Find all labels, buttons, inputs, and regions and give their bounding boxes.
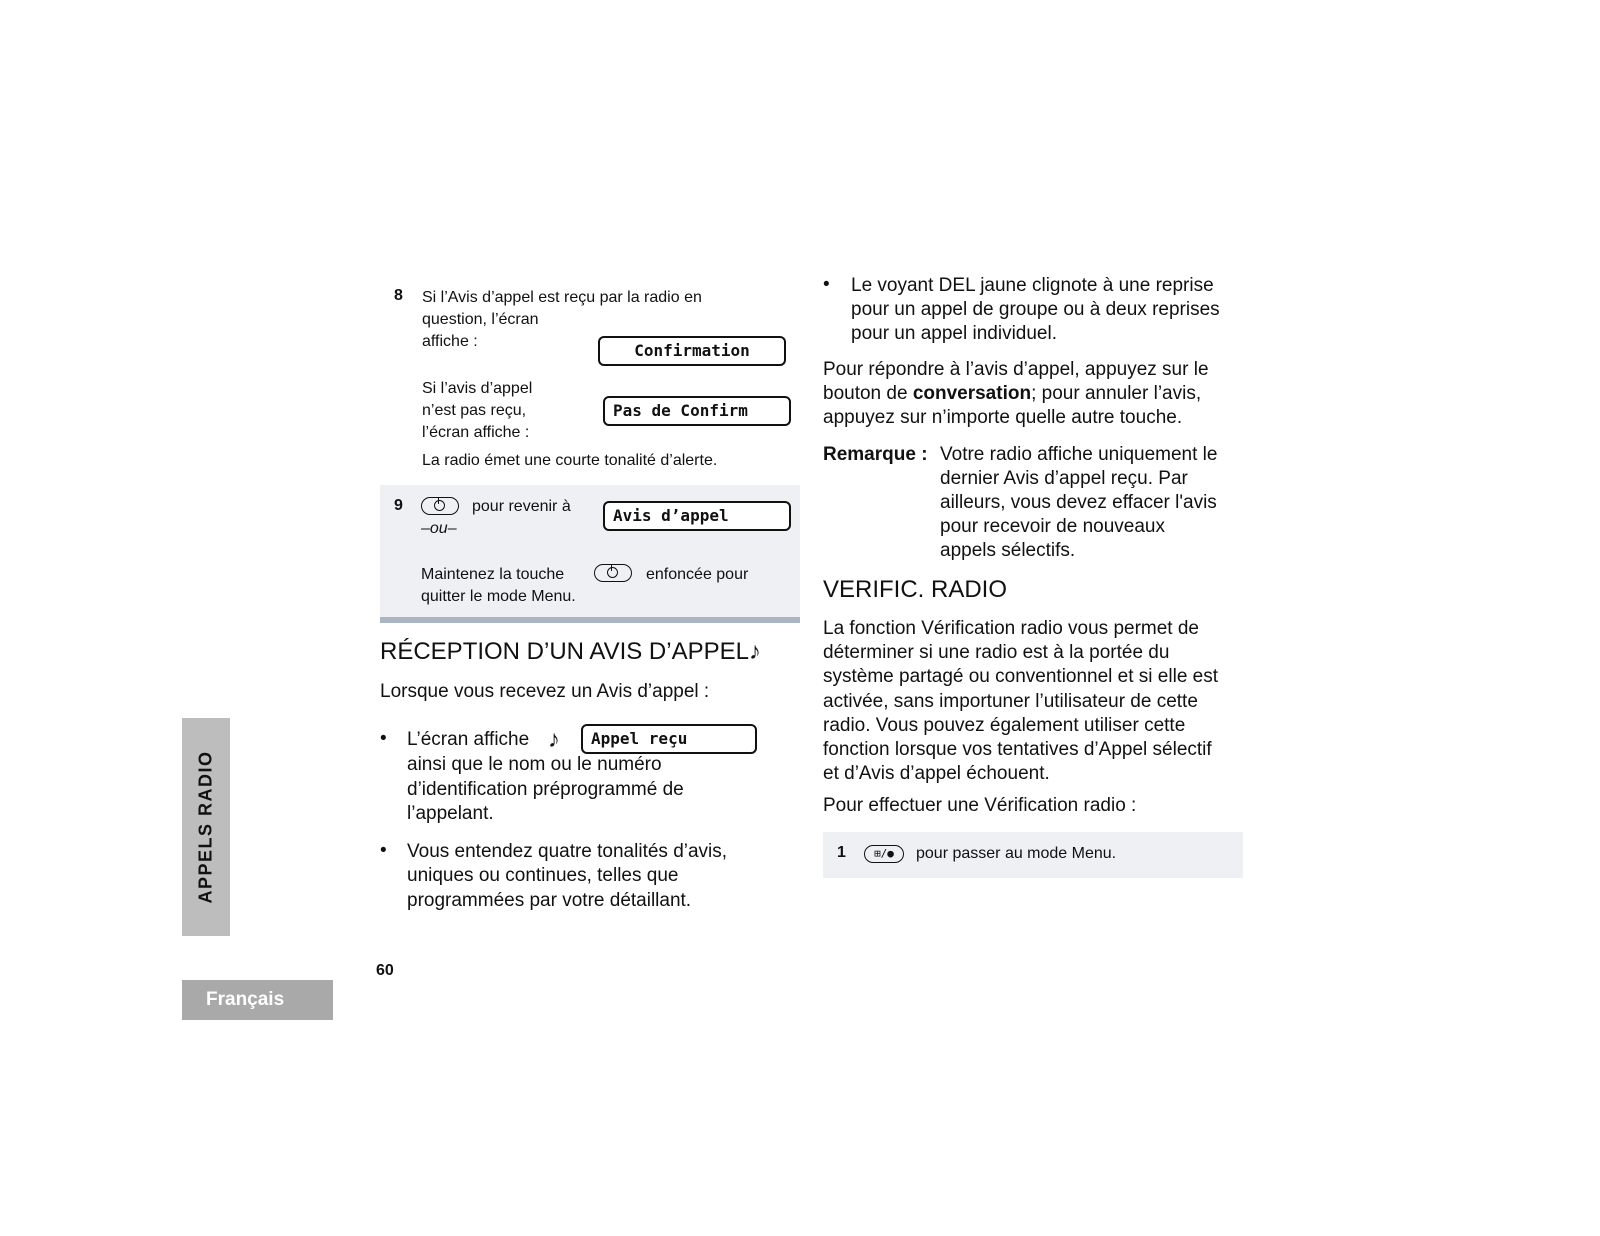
note-line5: appels sélectifs. (940, 540, 1076, 561)
step-9-divider (380, 617, 800, 623)
menu-key-icon (864, 845, 904, 863)
step-9-hold-text2: enfoncée pour (646, 566, 749, 583)
display-avis-dappel: Avis d’appel (603, 501, 791, 531)
step-1-number: 1 (837, 844, 846, 861)
display-confirmation: Confirmation (598, 336, 786, 366)
step-8-alt-line2: n’est pas reçu, (422, 402, 527, 419)
section-heading-reception (380, 637, 761, 667)
display-pas-de-confirm: Pas de Confirm (603, 396, 791, 426)
verific-line6: fonction lorsque vos tentatives d’Appel sélectif (823, 739, 1212, 760)
step-9-number: 9 (394, 497, 403, 514)
verific-line1: La fonction Vérification radio vous permet de (823, 618, 1199, 639)
language-tab: Français (182, 980, 333, 1020)
answer-bold: conversation (912, 383, 1032, 404)
bullet1-line1: L’écran affiche (407, 729, 530, 750)
music-note-icon: ♪ (548, 726, 560, 753)
bullet-marker: • (380, 728, 387, 749)
note-label: Remarque : (823, 444, 928, 465)
step-8-alt-line3: l’écran affiche : (422, 424, 530, 441)
step-8-alt-line1: Si l’avis d’appel (422, 380, 533, 397)
reception-intro: Lorsque vous recevez un Avis d’appel : (380, 681, 710, 702)
verific-line3: système partagé ou conventionnel et si elle est (823, 666, 1219, 687)
verific-intro: Pour effectuer une Vérification radio : (823, 795, 1137, 816)
step-9-or: –ou– (421, 520, 457, 537)
side-tab-label: APPELS RADIO (195, 750, 216, 904)
verific-line5: radio. Vous pouvez également utiliser cette (823, 715, 1186, 736)
music-note-icon: ♪ (748, 638, 761, 665)
step-8-line2: question, l’écran (422, 311, 539, 328)
side-tab-appels-radio (182, 718, 230, 936)
bullet-marker: • (380, 840, 387, 861)
page-number: 60 (376, 962, 394, 979)
bullet-marker: • (823, 274, 830, 295)
step-8-line1: Si l’Avis d’appel est reçu par la radio en (422, 289, 702, 306)
led-line3: pour un appel individuel. (851, 323, 1057, 344)
step-8-number: 8 (394, 287, 403, 304)
answer-text: bouton de (823, 383, 913, 404)
step-9-hold-text3: quitter le mode Menu. (421, 588, 576, 605)
bullet1-line4: l’appelant. (407, 803, 494, 824)
bullet2-line1: Vous entendez quatre tonalités d’avis, (407, 841, 728, 862)
note-line1: Votre radio affiche uniquement le (940, 444, 1218, 465)
note-line3: ailleurs, vous devez effacer l'avis (940, 492, 1217, 513)
step-9-text: pour revenir à (472, 498, 571, 515)
bullet1-line3: d’identification préprogrammé de (407, 779, 684, 800)
bullet1-line2: ainsi que le nom ou le numéro (407, 754, 662, 775)
note-line4: pour recevoir de nouveaux (940, 516, 1165, 537)
led-line1: Le voyant DEL jaune clignote à une reprise (851, 275, 1214, 296)
step-9-hold-text1: Maintenez la touche (421, 566, 565, 583)
verific-line2: déterminer si une radio est à la portée du (823, 642, 1170, 663)
step-8-tone-text: La radio émet une courte tonalité d’alerte. (422, 452, 718, 469)
led-line2: pour un appel de groupe ou à deux reprises (851, 299, 1220, 320)
menu-key-label: ⊞/● (864, 845, 904, 863)
answer-line3: appuyez sur n’importe quelle autre touche. (823, 407, 1183, 428)
home-key-icon (421, 497, 459, 515)
answer-line1: Pour répondre à l’avis d’appel, appuyez sur le (823, 359, 1209, 380)
verific-line7: et d’Avis d’appel échouent. (823, 763, 1050, 784)
answer-text: ; pour annuler l’avis, (1031, 383, 1202, 404)
home-key-icon (594, 564, 632, 582)
answer-line2 (823, 382, 1201, 407)
section-heading-verific: VERIFIC. RADIO (823, 576, 1008, 603)
step-8-line3: affiche : (422, 333, 478, 350)
display-appel-recu: Appel reçu (581, 724, 757, 754)
bullet2-line3: programmées par votre détaillant. (407, 890, 692, 911)
step-1-text: pour passer au mode Menu. (916, 845, 1117, 862)
bullet2-line2: uniques ou continues, telles que (407, 865, 679, 886)
heading-text: RÉCEPTION D’UN AVIS D’APPEL (380, 638, 749, 665)
note-line2: dernier Avis d’appel reçu. Par (940, 468, 1188, 489)
verific-line4: activée, sans importuner l’utilisateur de cette (823, 691, 1198, 712)
